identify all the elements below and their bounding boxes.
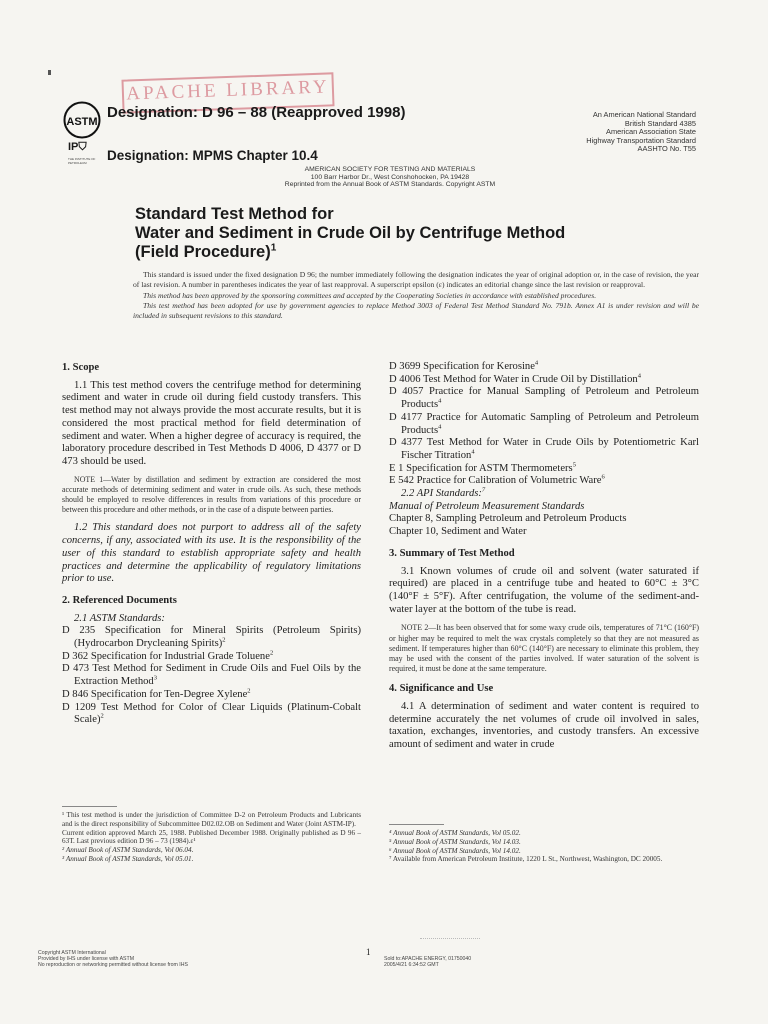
astm-logo: [63, 101, 101, 139]
footnote-ref: 2: [247, 687, 251, 695]
reference-text: D 235 Specification for Mineral Spirits (Petroleum Spirits) (Hydrocarbon Drycleaning Spirits): [62, 625, 361, 650]
astm-standards-subheading: 2.1 ASTM Standards:: [74, 612, 165, 624]
ip-logo-subtitle: THE INSTITUTE OF PETROLEUM: [68, 157, 96, 165]
title-line: Water and Sediment in Crude Oil by Centrifuge Method: [135, 224, 566, 242]
reference-text: D 846 Specification for Ten-Degree Xylene: [62, 688, 248, 700]
paragraph-3-1: 3.1 Known volumes of crude oil and solvent (water saturated if required) are placed in a centrifuge tube and heated to 60°C ± 3°C (140°F ± 5°F). After centrifugation, the volume of the sediment-and-water layer at the bottom of the tube is read.: [389, 565, 699, 615]
left-footnotes: [62, 806, 361, 864]
api-manual-title: Manual of Petroleum Measurement Standards: [389, 500, 585, 512]
reference-text: E 542 Practice for Calibration of Volumetric Ware: [389, 475, 602, 487]
note-1: NOTE 1—Water by distillation and sediment by extraction are considered the most accurate methods of determining sediment and water in crude oils. As such, these methods should be employed to resolve differences in results from variations of this procedure or between this procedure and other methods, or in the case of a dispute between parties.: [62, 474, 361, 515]
title-line: [135, 243, 605, 262]
footnote: ⁵ Annual Book of ASTM Standards, Vol 14.03.: [389, 837, 521, 846]
footnote-ref: 4: [471, 448, 475, 456]
footnote-ref: 2: [222, 636, 226, 644]
section-heading-summary: 3. Summary of Test Method: [389, 547, 515, 559]
reference-text: E 1 Specification for ASTM Thermometers: [389, 462, 573, 474]
title-footnote-ref: 1: [270, 242, 277, 254]
footer-line: No reproduction or networking permitted without license from IHS: [38, 962, 188, 968]
reference-item: [62, 689, 361, 702]
section-heading-referenced-documents: 2. Referenced Documents: [62, 594, 177, 606]
national-standard-block: [540, 111, 696, 154]
preamble-paragraph: This method has been approved by the sponsoring committees and accepted by the Cooperating Societies in accordance with established procedures.: [143, 290, 597, 300]
reference-text: D 473 Test Method for Sediment in Crude Oils and Fuel Oils by the Extraction Method: [62, 663, 361, 688]
footnote-ref: 4: [438, 397, 442, 405]
api-chapter: Chapter 10, Sediment and Water: [389, 526, 527, 538]
reference-text: D 4377 Test Method for Water in Crude Oils by Potentiometric Karl Fischer Titration: [389, 437, 699, 461]
footnote-ref: 6: [601, 473, 605, 481]
designation-mpms: Designation: MPMS Chapter 10.4: [107, 148, 318, 163]
reference-text: D 4057 Practice for Manual Sampling of Petroleum and Petroleum Products: [389, 386, 699, 411]
footer-line: Sold to:APACHE ENERGY, 01750040: [384, 956, 472, 962]
title-line: Standard Test Method for: [135, 205, 334, 223]
national-standard-line: An American National Standard: [592, 110, 696, 119]
footnote: Current edition approved March 25, 1988. Published December 1988. Originally published as D 96 – 63T. Last previous edition D 96 – 73 (1984).ε¹: [62, 828, 361, 846]
society-line: 100 Barr Harbor Dr., West Conshohocken, PA 19428: [310, 173, 470, 181]
reference-item: [389, 412, 699, 437]
paragraph-1-2: 1.2 This standard does not purport to address all of the safety concerns, if any, associated with its use. It is the responsibility of the user of this standard to establish appropriate safety and health practices and determine the applicability of regulatory limitations prior to use.: [62, 522, 361, 585]
footnote: ³ Annual Book of ASTM Standards, Vol 05.01.: [62, 854, 194, 863]
preamble: [133, 270, 699, 321]
designation-astm: Designation: D 96 – 88 (Reapproved 1998): [107, 104, 406, 121]
left-column: [62, 362, 361, 727]
paragraph-1-1: 1.1 This test method covers the centrifuge method for determining sediment and water in crude oil during field custody transfers. This test method may not always provide the most accurate results, but it is considered the most practical method for field determination of sediment and water. When a higher degree of accuracy is required, the laboratory procedure described in Test Methods D 4006, D 4377 or D 473 should be used.: [62, 379, 361, 467]
reference-item: [389, 475, 699, 488]
footnote-rule: [389, 824, 444, 825]
footer-line: Provided by IHS under license with ASTM: [38, 956, 135, 962]
document-title: [135, 205, 605, 262]
reference-text: D 4006 Test Method for Water in Crude Oil by Distillation: [389, 373, 638, 385]
footnote: ⁴ Annual Book of ASTM Standards, Vol 05.02.: [389, 829, 521, 837]
reference-text: D 362 Specification for Industrial Grade Toluene: [62, 650, 270, 662]
ip-logo-text: IP: [68, 141, 79, 153]
reference-item: [389, 374, 699, 387]
library-stamp: APACHE LIBRARY: [121, 72, 334, 113]
footnote-ref: 5: [572, 461, 576, 469]
api-standards-subheading: [389, 488, 699, 501]
svg-text:ASTM: ASTM: [66, 116, 98, 128]
footnote-ref: 2: [100, 712, 104, 720]
margin-mark: [48, 70, 51, 75]
footnote: ⁶ Annual Book of ASTM Standards, Vol 14.02.: [389, 846, 521, 855]
footnote-rule: [62, 806, 117, 807]
society-line: AMERICAN SOCIETY FOR TESTING AND MATERIALS: [304, 166, 476, 173]
divider: [420, 938, 480, 939]
footnote: ¹ This test method is under the jurisdiction of Committee D-2 on Petroleum Products and Lubricants and is the direct responsibility of Subcommittee D02.02.OB on Sediment and Water (Joint ASTM-IP).: [62, 811, 361, 828]
section-heading-scope: 1. Scope: [62, 362, 100, 373]
reference-item: [62, 702, 361, 727]
footnote-ref: 4: [534, 359, 539, 367]
footer-copyright: [38, 950, 238, 968]
api-standards-text: 2.2 API Standards:: [401, 488, 482, 500]
footer-license: [384, 956, 524, 968]
reference-item: [389, 463, 699, 476]
page-number: 1: [366, 947, 371, 957]
reference-item: [62, 625, 361, 650]
society-address: [240, 166, 540, 189]
footnote: ² Annual Book of ASTM Standards, Vol 06.04.: [62, 846, 194, 855]
national-standard-line: American Association State: [606, 127, 696, 137]
footnote-ref: 3: [153, 674, 157, 682]
reference-text: D 3699 Specification for Kerosine: [389, 361, 535, 372]
api-chapter: Chapter 8, Sampling Petroleum and Petroleum Products: [389, 513, 627, 525]
preamble-paragraph: This standard is issued under the fixed designation D 96; the number immediately following the designation indicates the year of original adoption or, in the case of revision, the year of last revision. A number in parentheses indicates the year of last reapproval. A superscript epsilon (ε) indicates an editorial change since the last revision or reapproval.: [133, 270, 699, 290]
footnote-ref: 4: [637, 372, 641, 380]
society-line: Reprinted from the Annual Book of ASTM Standards. Copyright ASTM: [284, 181, 496, 189]
reference-item: [62, 663, 361, 688]
reference-item: [389, 361, 699, 374]
footnote-ref: 4: [438, 422, 442, 430]
reference-item: [62, 651, 361, 664]
right-footnotes: [389, 824, 699, 864]
national-standard-line: British Standard 4385: [624, 118, 696, 128]
footnote-ref: 7: [481, 486, 486, 494]
paragraph-4-1: 4.1 A determination of sediment and water content is required to determine accurately the net volumes of crude oil involved in sales, taxation, exchanges, inventories, and custody transfers. An excessive amount of sediment and water in crude: [389, 701, 699, 751]
section-heading-significance: 4. Significance and Use: [389, 683, 494, 695]
footer-line: 2005/4/21 6:34:52 GMT: [384, 962, 439, 968]
reference-text: D 4177 Practice for Automatic Sampling of Petroleum and Petroleum Products: [389, 411, 699, 436]
ip-shield-icon: ⛉: [78, 141, 87, 153]
right-column: [389, 361, 699, 752]
footnote: ⁷ Available from American Petroleum Institute, 1220 L St., Northwest, Washington, DC 20005.: [389, 855, 663, 864]
ip-logo: [68, 141, 87, 154]
footnote-ref: 2: [269, 649, 274, 657]
footer-line: Copyright ASTM International: [38, 950, 106, 956]
note-2: NOTE 2—It has been observed that for some waxy crude oils, temperatures of 71°C (160°F) or higher may be required to melt the wax crystals completely so that they are not measured as sediment. If temperatures higher than 60°C (140°F) are necessary to eliminate this problem, they may be used with the consent of the parties involved. If water saturation of the solvent is required, it must be done at the same temperature.: [389, 623, 699, 674]
reference-item: [389, 386, 699, 411]
national-standard-line: AASHTO No. T55: [637, 144, 696, 154]
title-line-text: (Field Procedure): [135, 243, 271, 261]
reference-item: [389, 437, 699, 462]
preamble-paragraph: This test method has been adopted for use by government agencies to replace Method 3003 of Federal Test Method Standard No. 791b. Annex A1 is under revision and will be included in subsequent revisions to this standard.: [133, 300, 699, 321]
reference-text: D 1209 Test Method for Color of Clear Liquids (Platinum-Cobalt Scale): [62, 701, 361, 726]
national-standard-line: Highway Transportation Standard: [586, 135, 696, 145]
